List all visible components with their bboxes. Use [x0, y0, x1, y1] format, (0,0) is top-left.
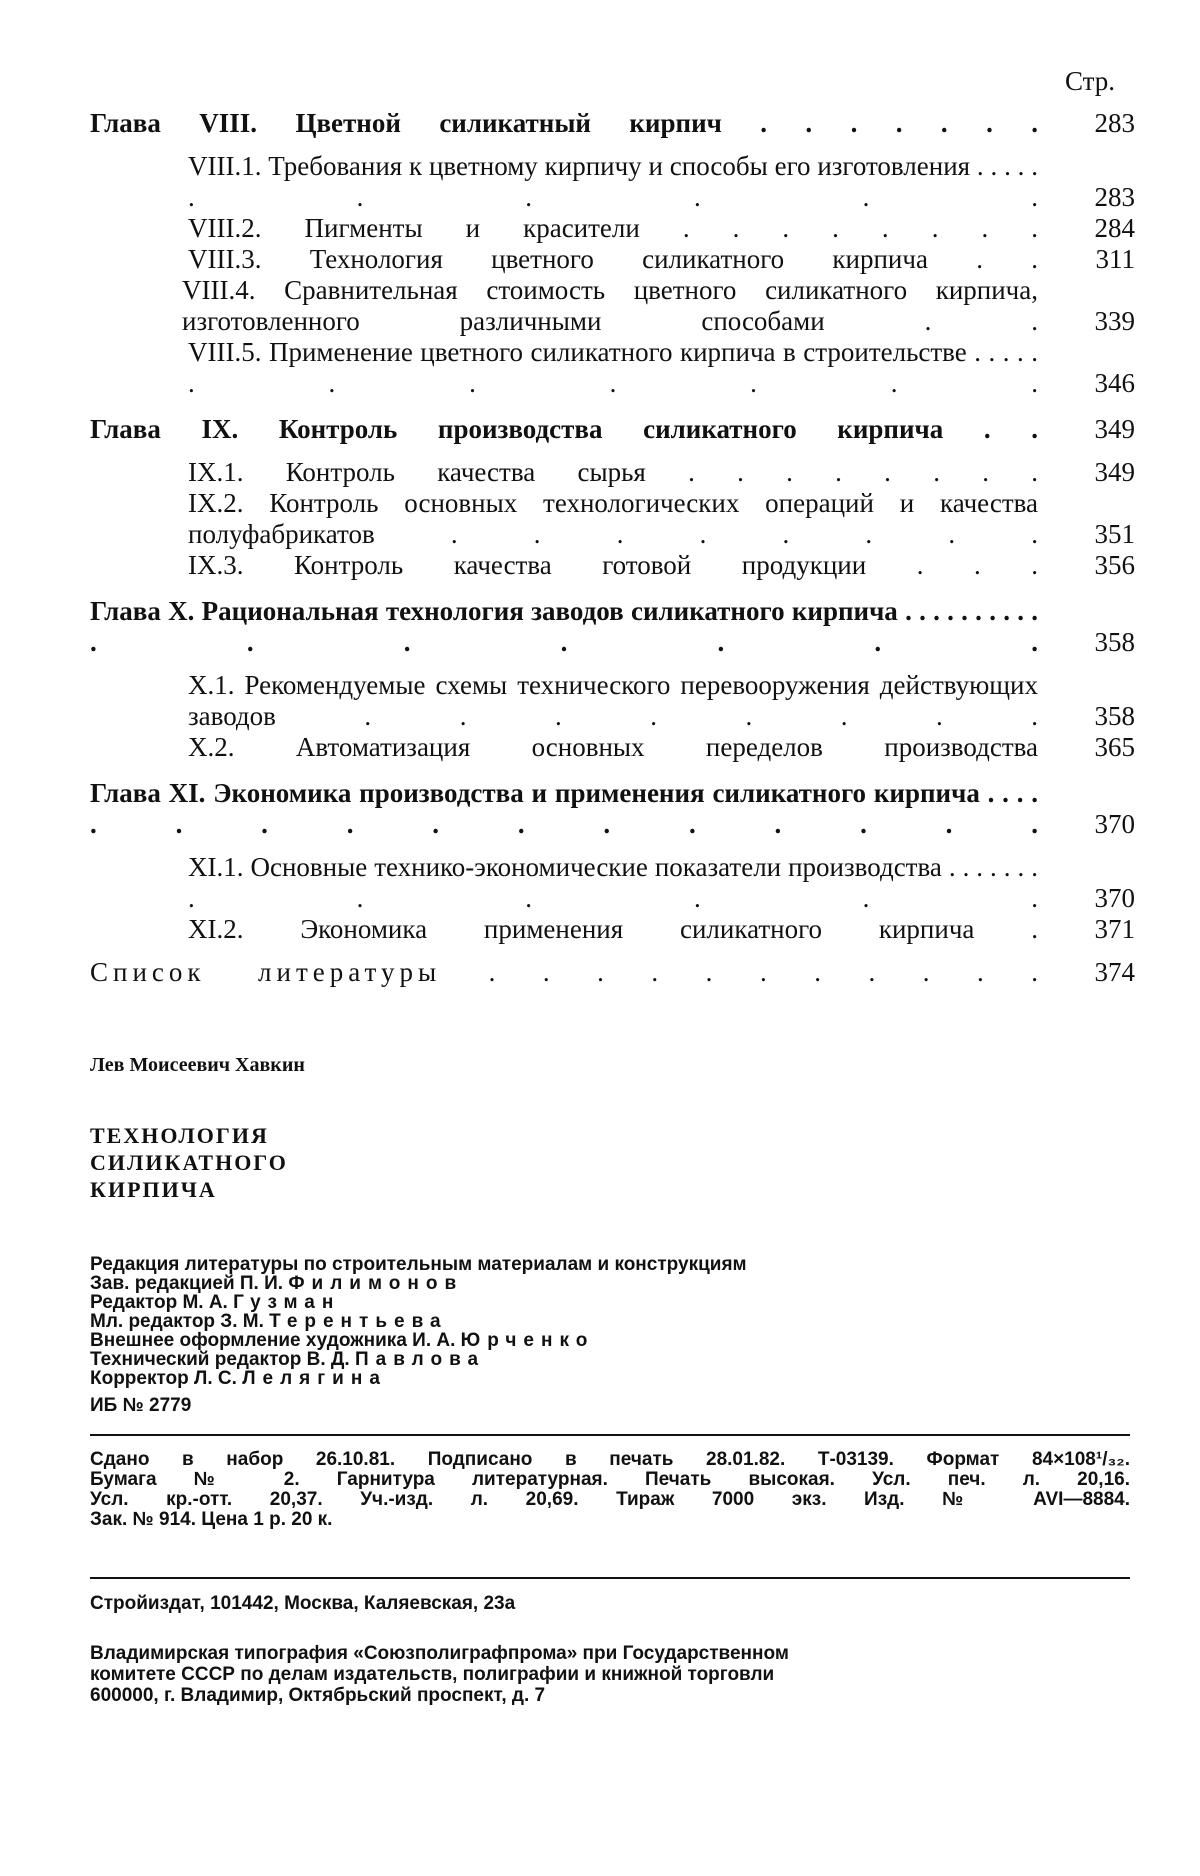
staff-name: Лелягина: [242, 1368, 387, 1389]
staff-line: [90, 1274, 747, 1293]
toc-section-ix-1[interactable]: [90, 457, 1135, 488]
toc-section-xi-1[interactable]: [90, 852, 1135, 914]
book-title-line: КИРПИЧА: [90, 1177, 217, 1202]
editorial-staff: [90, 1255, 747, 1388]
toc-entry-text: X.1. Рекомендуемые схемы технического перевооружения действующих заводов . . . . . . . .: [188, 670, 1038, 731]
toc-entry-text: XI.2. Экономика применения силикатного кирпича .: [188, 914, 1038, 944]
toc-section-viii-4[interactable]: [90, 275, 1135, 337]
toc-section-x-2[interactable]: [90, 732, 1135, 763]
toc-entry-text: Глава IX. Контроль производства силикатного кирпича . .: [90, 414, 1038, 444]
toc-entry-text: IX.1. Контроль качества сырья . . . . . . . .: [188, 457, 1038, 487]
toc-entry-page: 365: [1094, 732, 1135, 762]
toc-section-xi-2[interactable]: [90, 914, 1135, 945]
print-info-line: Бумага № 2. Гарнитура литературная. Печать высокая. Усл. печ. л. 20,16.: [90, 1469, 1130, 1490]
toc-entry-page: 356: [1094, 550, 1135, 580]
staff-line: [90, 1350, 747, 1369]
toc-entry-text: Глава XI. Экономика производства и применения силикатного кирпича . . . . . . . . . . . . . . . .: [90, 778, 1038, 839]
toc-entry-page: 284: [1094, 213, 1135, 243]
staff-line: [90, 1331, 747, 1350]
staff-role: Технический редактор В. Д.: [90, 1349, 355, 1370]
toc-entry-text: VIII.3. Технология цветного силикатного кирпича . .: [188, 244, 1038, 274]
printer-line: 600000, г. Владимир, Октябрьский проспект, д. 7: [90, 1685, 546, 1706]
staff-role: Редактор М. А.: [90, 1292, 234, 1313]
toc-entry-page: 283: [1094, 182, 1135, 212]
literature-label: Список литературы: [90, 957, 442, 987]
literature-leader: . . . . . . . . . . .: [488, 957, 1039, 987]
publisher: Стройиздат, 101442, Москва, Каляевская, 23а: [90, 1593, 516, 1614]
toc-entry-text: [90, 957, 1038, 988]
toc-chapter-ix[interactable]: [90, 414, 1135, 445]
toc-entry-text: VIII.2. Пигменты и красители . . . . . . . .: [188, 213, 1038, 243]
toc-entry-text: VIII.4. Сравнительная стоимость цветного силикатного кирпича, изготовленного различными способами . .: [182, 275, 1038, 336]
toc-section-viii-2[interactable]: [90, 213, 1135, 244]
divider: [90, 1434, 1130, 1436]
toc-entry-text: IX.3. Контроль качества готовой продукции . . .: [188, 550, 1038, 580]
toc-section-viii-5[interactable]: [90, 337, 1135, 399]
toc-entry-page: 370: [1094, 883, 1135, 913]
toc-section-ix-3[interactable]: [90, 550, 1135, 581]
toc-entry-page: 370: [1094, 809, 1135, 839]
staff-line: [90, 1312, 747, 1331]
toc-chapter-viii[interactable]: [90, 108, 1135, 139]
staff-name: Терентьева: [269, 1311, 448, 1332]
toc-chapter-xi[interactable]: [90, 778, 1135, 840]
toc-literature[interactable]: [90, 957, 1135, 988]
toc-entry-page: 371: [1094, 914, 1135, 944]
print-info-line: Усл. кр.-отт. 20,37. Уч.-изд. л. 20,69. Тираж 7000 экз. Изд. № AVI—8884.: [90, 1489, 1130, 1510]
book-title-line: ТЕХНОЛОГИЯ: [90, 1123, 269, 1148]
toc-entry-text: VIII.1. Требования к цветному кирпичу и способы его изготовления . . . . . . . . . . .: [188, 151, 1038, 212]
nb-number: ИБ № 2779: [90, 1395, 192, 1416]
staff-role: Мл. редактор З. М.: [90, 1311, 270, 1332]
staff-role: Редакция литературы по строительным материалам и конструкциям: [90, 1254, 747, 1275]
toc-section-viii-1[interactable]: [90, 151, 1135, 213]
toc-entry-page: 311: [1095, 244, 1135, 274]
page-column-header: Стр.: [1065, 66, 1116, 96]
toc-entry-text: X.2. Автоматизация основных переделов производства: [188, 732, 1038, 762]
book-title-line: СИЛИКАТНОГО: [90, 1150, 288, 1175]
print-info-line: Сдано в набор 26.10.81. Подписано в печать 28.01.82. Т-03139. Формат 84×108¹/₃₂.: [90, 1449, 1130, 1470]
toc-entry-text: Глава VIII. Цветной силикатный кирпич . . . . . . .: [90, 108, 1038, 138]
toc-entry-text: XI.1. Основные технико-экономические показатели производства . . . . . . . . . . . . .: [188, 852, 1038, 913]
print-info-line: Зак. № 914. Цена 1 р. 20 к.: [90, 1509, 333, 1530]
staff-role: Зав. редакцией П. И.: [90, 1273, 289, 1294]
toc-entry-page: 349: [1094, 457, 1135, 487]
print-info: [90, 1450, 1130, 1530]
toc-entry-page: 339: [1094, 306, 1135, 336]
staff-line: [90, 1255, 747, 1274]
toc-chapter-x[interactable]: [90, 596, 1135, 658]
toc-section-ix-2[interactable]: [90, 488, 1135, 550]
toc-section-viii-3[interactable]: [90, 244, 1135, 275]
printer-line: комитете СССР по делам издательств, полиграфии и книжной торговли: [90, 1664, 775, 1685]
staff-name: Филимонов: [288, 1273, 464, 1294]
toc-entry-page: 351: [1094, 519, 1135, 549]
toc-entry-text: VIII.5. Применение цветного силикатного кирпича в строительстве . . . . . . . . . . . .: [188, 337, 1038, 398]
toc-entry-page: 358: [1094, 701, 1135, 731]
printer: [90, 1643, 1130, 1706]
toc-entry-text: IX.2. Контроль основных технологических операций и качества полуфабрикатов . . . . . . . .: [188, 488, 1038, 549]
toc-entry-page: 374: [1094, 957, 1135, 987]
staff-role: Внешнее оформление художника И. А.: [90, 1330, 461, 1351]
author-name: Лев Моисеевич Хавкин: [90, 1054, 305, 1076]
table-of-contents: [90, 108, 1135, 988]
divider: [90, 1577, 1130, 1579]
toc-entry-page: 349: [1094, 414, 1135, 444]
toc-entry-text: Глава X. Рациональная технология заводов силикатного кирпича . . . . . . . . . . . . . . . . .: [90, 596, 1038, 657]
toc-entry-page: 283: [1094, 108, 1135, 138]
book-title: [90, 1122, 288, 1203]
staff-line: [90, 1293, 747, 1312]
printer-line: Владимирская типография «Союзполиграфпрома» при Государственном: [90, 1643, 789, 1664]
staff-name: Павлова: [355, 1349, 486, 1370]
staff-name: Юрченко: [460, 1330, 595, 1351]
staff-name: Гузман: [233, 1292, 341, 1313]
toc-entry-page: 358: [1094, 627, 1135, 657]
toc-entry-page: 346: [1094, 368, 1135, 398]
staff-role: Корректор Л. С.: [90, 1368, 243, 1389]
toc-section-x-1[interactable]: [90, 670, 1135, 732]
staff-line: [90, 1369, 747, 1388]
